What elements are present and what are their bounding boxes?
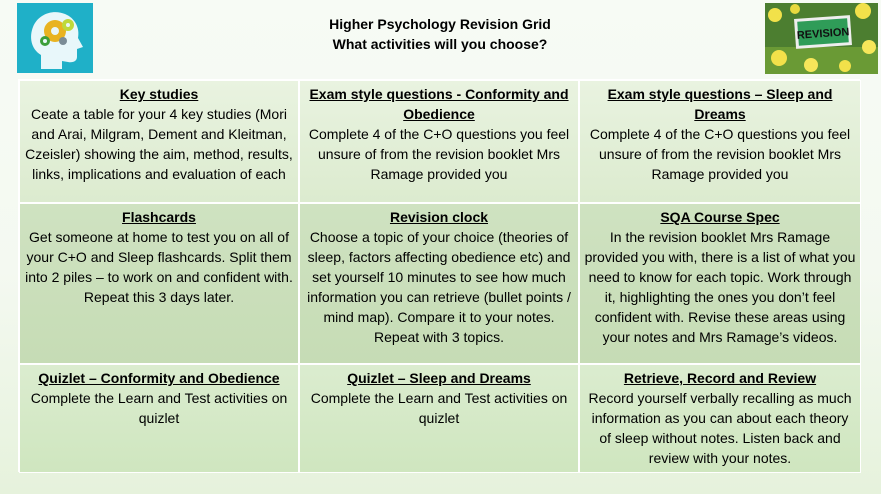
page-subtitle: What activities will you choose? [332,36,548,52]
head-gears-icon [17,3,93,73]
brain-head-logo [17,3,93,73]
cell-body: Ceate a table for your 4 key studies (Mori and Arai, Milgram, Dement and Kleitman, Czeisler) showing the aim, method, results, links, implications and evaluation of each [25,106,293,182]
cell-body: Complete 4 of the C+O questions you feel unsure of from the revision booklet Mrs Ramage provided you [589,126,851,182]
cell-body: Complete the Learn and Test activities on quizlet [30,390,288,426]
revision-sign-icon [765,3,878,74]
cell-body: Record yourself verbally recalling as much information as you can about each theory of sleep without notes. Listen back and review with your notes. [588,390,852,466]
cell-title: Exam style questions - Conformity and Obedience [309,86,569,122]
cell-body: Choose a topic of your choice (theories of sleep, factors affecting obedience etc) and set yourself 10 minutes to see how much information you can retrieve (bullet points / mind map). Compare it to your notes. Repeat with 3 topics. [307,229,571,345]
revision-sign-text: REVISION [796,26,850,42]
revision-image [765,3,878,74]
grid-cell-exam-questions-sleep [579,80,861,203]
grid-cell-quizlet-sleep [299,364,579,473]
cell-body: In the revision booklet Mrs Ramage provided you with, there is a list of what you need to know for each topic. Work through it, highlighting the ones you don’t feel confident with. Revise these areas using your notes and Mrs Ramage’s videos. [584,229,856,345]
cell-title: Quizlet – Sleep and Dreams [347,370,531,386]
cell-title: Exam style questions – Sleep and Dreams [607,86,833,122]
grid-cell-exam-questions-conformity [299,80,579,203]
cell-body: Get someone at home to test you on all of your C+O and Sleep flashcards. Split them into 2 piles – to work on and confident with. Repeat this 3 days later. [25,229,293,305]
grid-cell-flashcards [19,203,299,364]
cell-title: Retrieve, Record and Review [623,370,817,386]
grid-cell-revision-clock [299,203,579,364]
grid-cell-sqa-course-spec [579,203,861,364]
cell-body: Complete the Learn and Test activities on quizlet [310,390,568,426]
cell-body: Complete 4 of the C+O questions you feel unsure of from the revision booklet Mrs Ramage provided you [308,126,570,182]
cell-title: SQA Course Spec [660,209,780,225]
cell-title: Key studies [119,86,199,102]
page-title: Higher Psychology Revision Grid [329,16,551,32]
grid-cell-quizlet-conformity [19,364,299,473]
cell-title: Revision clock [389,209,489,225]
grid-cell-key-studies [19,80,299,203]
page-header [270,14,610,54]
revision-grid [18,79,860,472]
grid-cell-retrieve-record-review [579,364,861,473]
cell-title: Flashcards [122,209,196,225]
cell-title: Quizlet – Conformity and Obedience [38,370,280,386]
